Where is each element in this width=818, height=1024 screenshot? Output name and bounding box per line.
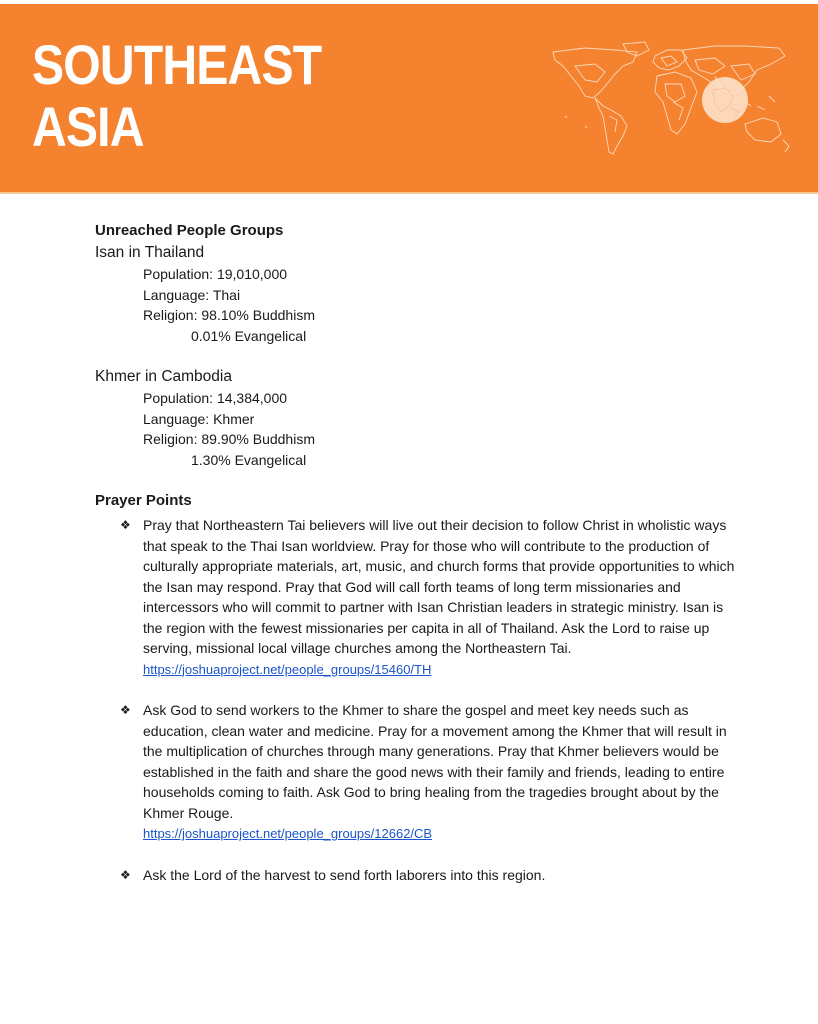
prayer-point [119,700,745,845]
joshua-project-link-khmer[interactable]: https://joshuaproject.net/people_groups/12662/CB [143,826,433,841]
group-details [95,264,745,346]
diamond-bullet-icon: ❖ [120,518,131,532]
header-banner [0,4,818,194]
prayer-point [119,865,745,886]
people-group-khmer [95,366,745,470]
document-body [95,220,745,905]
prayer-point [119,515,745,680]
region-highlight-circle [702,77,748,123]
page-title [32,34,321,158]
religion: Religion: 89.90% Buddhism [143,431,315,447]
unreached-heading: Unreached People Groups [95,222,284,239]
language: Language: Thai [143,286,241,303]
world-map-icon [545,36,795,161]
prayer-point-text: Ask the Lord of the harvest to send forth laborers into this region. [143,866,546,883]
title-line-2: ASIA [32,95,144,158]
diamond-bullet-icon: ❖ [120,703,131,717]
evangelical: 1.30% Evangelical [191,451,307,468]
population: Population: 14,384,000 [143,390,288,406]
prayer-points-heading: Prayer Points [95,492,192,509]
people-group-isan [95,242,745,346]
group-details [95,388,745,470]
population: Population: 19,010,000 [143,266,288,282]
prayer-points-list [119,515,745,885]
religion: Religion: 98.10% Buddhism [143,307,315,323]
prayer-point-text: Ask God to send workers to the Khmer to share the gospel and meet key needs such as education, clean water and medicine. Pray for a movement among the Khmer that will result in the multiplication of churches through many generations. Pray that Khmer believers would be established in the faith and share the good news with their family and friends, leading to entire households coming to faith. Ask God to bring healing from the tragedies brought about by the Khmer Rouge. [143,702,727,821]
evangelical: 0.01% Evangelical [191,327,307,344]
joshua-project-link-isan[interactable]: https://joshuaproject.net/people_groups/15460/TH [143,661,432,677]
language: Language: Khmer [143,410,255,427]
title-line-1: SOUTHEAST [32,33,322,96]
group-name: Khmer in Cambodia [95,368,232,385]
prayer-point-text: Pray that Northeastern Tai believers will live out their decision to follow Christ in wholistic ways that speak to the Thai Isan worldview. Pray for those who will contribute to the production of culturally appropriate materials, art, music, and church forms that provide opportunities to which the Isan may respond. Pray that God will call forth teams of long term missionaries and intercessors who will commit to partner with Isan Christian leaders in strategic ministry. Isan is the region with the fewest missionaries per capita in all of Thailand. Ask the Lord to raise up serving, missional local village churches among the Northeastern Tai. [143,517,735,656]
group-name: Isan in Thailand [95,244,205,261]
diamond-bullet-icon: ❖ [120,867,131,882]
